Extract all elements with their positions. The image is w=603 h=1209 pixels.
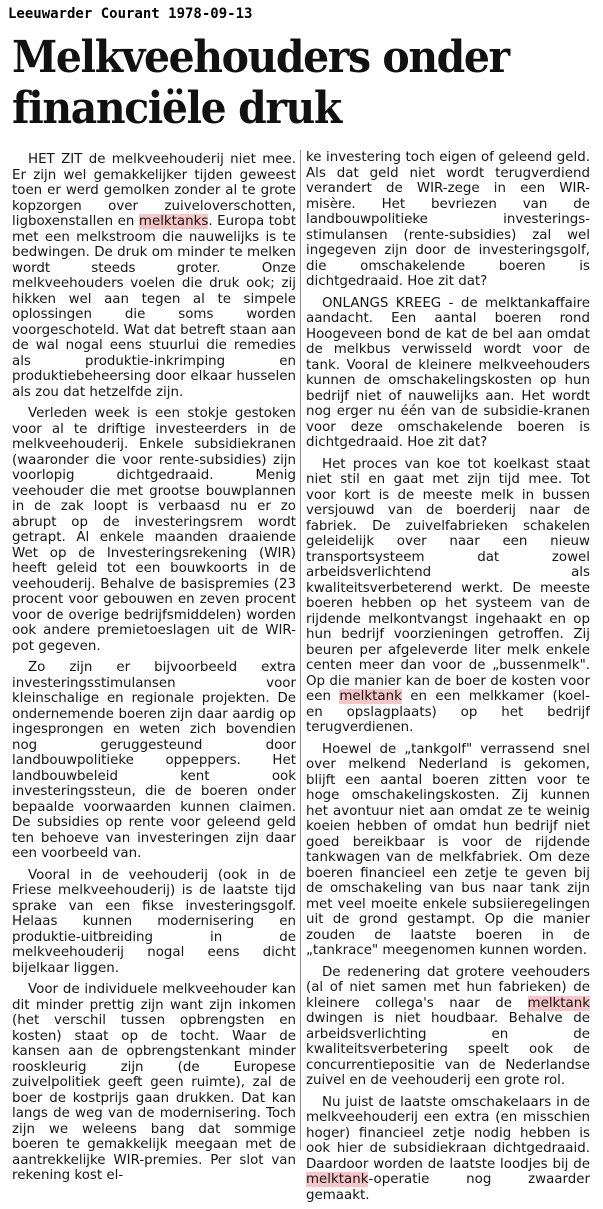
article-headline	[12, 32, 551, 134]
paragraph	[306, 150, 590, 290]
paragraph-text: Vooral in de veehouderij (ook in de Friese melkveehouderij) is de laatste tijd sprake van een fikse investeringsgolf. Helaas kunnen modernisering en produktie-uitbreiding in de melkveehouderij nogal eens dicht bijelkaar liggen.	[12, 867, 296, 976]
paragraph-text: Voor de individuele melkveehouder kan dit minder prettig zijn want zijn inkomen (het verschil tussen opbrengsten en kosten) staat op de tocht. Waar de kansen aan de opbrengstenkant minder rooskleurig zijn (de Europese zuivelpolitiek geeft geen ruimte), zal de boer de kostprijs gaan drukken. Dat kan langs de weg van de modernisering. Toch zijn we weleens bang dat sommige boeren te gemakkelijk meegaan met de aantrekkelijke WIR-premies. Per slot van rekening kost el-	[12, 982, 296, 1183]
paragraph-text: Het proces van koe tot koelkast staat niet stil en gaat met zijn tijd mee. Tot voor kort is de meeste melk in bussen versjouwd van de boerderij naar de fabriek. De zuivelfabrieken schakelen geleidelijk over naar een nieuw transportsysteem dat zowel arbeidsverlichtend als kwaliteitsverbeterend werkt. De meeste boeren hebben op het systeem van de rijdende melkontvangst ingehaakt en op hun bedrijf voorzieningen getroffen. Zij beuren per afgeleverde liter melk enkele centen meer dan voor de „bussenmelk". Op die manier kan de boer de kosten voor een	[306, 456, 590, 704]
paragraph	[12, 660, 296, 862]
paragraph	[306, 457, 590, 736]
paragraph-text: Verleden week is een stokje gestoken voor al te driftige investeerders in de melkveehouderij. Enkele subsidiekranen (waaronder die voor rente-subsidies) zijn voorlopig dichtgedraaid. Menig veehouder die met grootse bouwplannen in de zak loopt is verbaasd nu er zo abrupt op de investeringsrem wordt getrapt. Al enkele maanden draaiende Wet op de Investeringsrekening (WIR) heeft geleid tot een bouwkoorts in de veehouderij. Behalve de basispremies (23 procent voor gebouwen en zeven procent voor de overige bedrijfsmiddelen) worden ook andere premietoeslagen uit de WIR-pot gegeven.	[12, 406, 296, 654]
paragraph-text: ONLANGS KREEG - de melktankaffaire aandacht. Een aantal boeren rond Hoogeveen bond de kat de bel aan omdat de melkbus verwisseld wordt voor de tank. Vooral de kleinere melkveehouders kunnen de omschakelingskosten op hun bedrijf niet of nauwelijks aan. Het wordt nog erger nu één van de subsidie-kranen voor deze omschakelende boeren is dichtgedraaid. Hoe zit dat?	[306, 295, 590, 450]
paragraph-text: ke investering toch eigen of geleend geld. Als dat geld niet wordt terugverdiend verandert de WIR-zege in een WIR-misère. Het bevriezen van de landbouwpolitieke investerings-stimulansen (rente-subsidies) zal wel ingegeven zijn door de investeringsgolf, die omschakelende boeren is dichtgedraaid. Hoe zit dat?	[306, 150, 590, 289]
search-highlight: melktank	[339, 689, 402, 704]
paragraph-text: HET ZIT de melkveehouderij niet mee. Er zijn wel gemakkelijker tijden geweest toen er werd gemolken zonder al te grote kopzorgen over zuiveloverschotten, ligboxenstallen en	[12, 152, 296, 229]
paragraph-text: Zo zijn er bijvoorbeeld extra investeringsstimulansen voor kleinschalige en regionale projekten. De ondernemende boeren zijn daar aardig op ingesprongen en weten zich bovendien nog geruggesteund door landbouwpolitieke oppeppers. Het landbouwbeleid kent ook investeringssteun, die de boeren onder bepaalde voorwaarden kunnen claimen. De subsidies op rente voor geleend geld ten behoeve van investeringen zijn daar een voorbeeld van.	[12, 660, 296, 861]
paragraph-text: Hoewel de „tankgolf" verrassend snel over melkend Nederland is gekomen, blijft een aantal boeren zitten voor te hoge omschakelingskosten. Zij kunnen het avontuur niet aan omdat ze te weinig koeien hebben of omdat hun bedrijf niet goed bereikbaar is voor de rijdende tankwagen van de melkfabriek. Om deze boeren financieel een zetje te geven bij de omschakeling van bus naar tank zijn met veel moeite enkele subsiieregelingen uit de grond gestampt. Op die manier zouden de laatste boeren in de „tankrace" meegenomen kunnen worden.	[306, 741, 590, 958]
paragraph-text: dwingen is niet houdbaar. Behalve de arbeidsverlichting en de kwaliteitsverbetering speelt ook de concurrentiepositie van de Nederlandse zuivel en de veehouderij een grote rol.	[306, 1011, 590, 1088]
article-column-right	[306, 150, 590, 1209]
paragraph	[12, 152, 296, 400]
article-column-left	[12, 152, 296, 1190]
headline-line-2: financiële druk	[12, 83, 341, 134]
search-highlight: melktank	[306, 1172, 369, 1187]
search-highlight: melktanks	[138, 214, 209, 229]
paragraph-text: en een melkkamer (koel- en opslagplaats) op het bedrijf terugverdienen.	[306, 689, 590, 735]
paragraph-text: De redenering dat grotere veehouders (al of niet samen met hun fabrieken) de kleinere collega's naar de	[306, 964, 590, 1011]
column-divider	[300, 150, 301, 1150]
paragraph-text: Nu juist de laatste omschakelaars in de melkveehouderij een extra (en misschien hoger) financieel zetje nodig hebben is ook hier de subsidiekraan dichtgedraaid. Daardoor worden de laatste loodjes bij de	[306, 1094, 590, 1172]
headline-line-1: Melkveehouders onder	[12, 32, 509, 83]
paragraph-text: . Europa tobt met een melkstroom die nauwelijks is te bedwingen. De druk om minder te melken wordt steeds groter. Onze melkveehouders voelen die druk ook; zij hikken wel aan tegen al te simpele oplossingen die soms worden voorgeschoteld. Wat dat betreft staan aan de wal nogal eens stuurlui die remedies als produktie-inkrimping en produktiebeheersing door elkaar husselen als zou dat hetzelfde zijn.	[12, 214, 296, 400]
paragraph-text: -operatie nog zwaarder gemaakt.	[306, 1172, 590, 1203]
paragraph	[306, 965, 590, 1089]
paragraph	[12, 982, 296, 1184]
paragraph	[12, 868, 296, 977]
newspaper-source-line: Leeuwarder Courant 1978-09-13	[8, 6, 253, 22]
paragraph	[306, 742, 590, 959]
paragraph	[12, 406, 296, 654]
search-highlight: melktank	[527, 995, 590, 1011]
paragraph	[306, 296, 590, 451]
paragraph	[306, 1095, 590, 1204]
